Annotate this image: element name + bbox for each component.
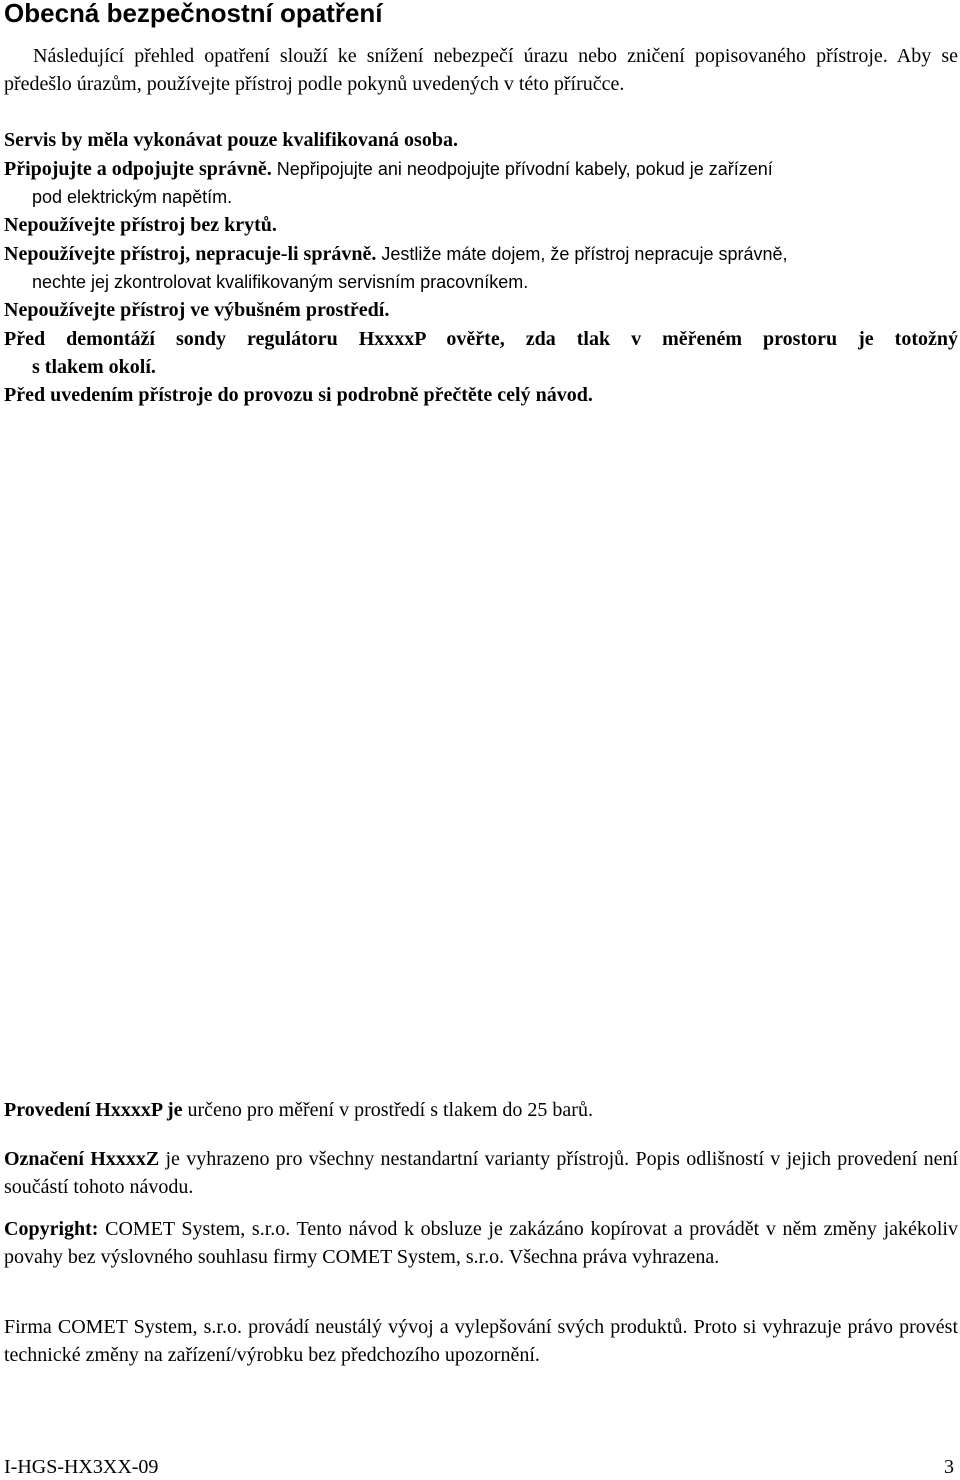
note-copyright xyxy=(4,1215,958,1271)
note-company: Firma COMET System, s.r.o. provádí neustálý vývoj a vylepšování svých produktů. Proto si vyhrazuje právo provést technické změny na zařízení/výrobku bez předchozího upozornění. xyxy=(4,1316,958,1366)
rule-malfunction-heading: Nepoužívejte přístroj, nepracuje-li správně. xyxy=(4,243,377,265)
rule-cover: Nepoužívejte přístroj bez krytů. xyxy=(4,214,277,236)
note-variant-z-heading: Označení HxxxxZ xyxy=(4,1148,160,1170)
rule-explosive: Nepoužívejte přístroj ve výbušném prostředí. xyxy=(4,299,390,321)
note-variant-z xyxy=(4,1145,958,1201)
rule-pressure-line-1: Před demontáží sondy regulátoru HxxxxP ověřte, zda tlak v měřeném prostoru je totožný xyxy=(4,328,958,350)
section-title: Obecná bezpečnostní opatření xyxy=(4,0,383,28)
rule-connect-text: Nepřipojujte ani neodpojujte přívodní kabely, pokud je zařízení xyxy=(271,159,773,179)
rule-connect-text-cont: pod elektrickým napětím. xyxy=(32,187,233,207)
rule-connect xyxy=(4,155,958,211)
rule-malfunction-text-cont: nechte jej zkontrolovat kvalifikovaným servisním pracovníkem. xyxy=(32,272,529,292)
footer-document-id: I-HGS-HX3XX-09 xyxy=(4,1456,159,1478)
note-variant-z-text: je vyhrazeno pro všechny nestandartní varianty přístrojů. Popis odlišností v jejich provedení není součástí tohoto návodu. xyxy=(4,1148,958,1198)
rule-service: Servis by měla vykonávat pouze kvalifikovaná osoba. xyxy=(4,129,458,151)
note-variant-p xyxy=(4,1096,958,1124)
footer-page-number: 3 xyxy=(944,1456,954,1478)
rule-read-manual: Před uvedením přístroje do provozu si podrobně přečtěte celý návod. xyxy=(4,384,593,406)
rule-pressure-line-2: s tlakem okolí. xyxy=(32,356,156,378)
rule-malfunction xyxy=(4,240,958,296)
rule-connect-heading: Připojujte a odpojujte správně. xyxy=(4,158,272,180)
rule-malfunction-text: Jestliže máte dojem, že přístroj nepracuje správně, xyxy=(376,244,788,264)
note-variant-p-heading: Provedení HxxxxP je xyxy=(4,1099,183,1121)
rule-pressure xyxy=(4,325,958,381)
note-copyright-heading: Copyright: xyxy=(4,1218,99,1240)
intro-paragraph: Následující přehled opatření slouží ke snížení nebezpečí úrazu nebo zničení popisovaného přístroje. Aby se předešlo úrazům, používejte přístroj podle pokynů uvedených v této příručce. xyxy=(4,45,958,95)
note-variant-p-text: určeno pro měření v prostředí s tlakem do 25 barů. xyxy=(182,1099,593,1121)
note-copyright-text: COMET System, s.r.o. Tento návod k obsluze je zakázáno kopírovat a provádět v něm změny jakékoliv povahy bez výslovného souhlasu firmy COMET System, s.r.o. Všechna práva vyhrazena. xyxy=(4,1218,958,1268)
